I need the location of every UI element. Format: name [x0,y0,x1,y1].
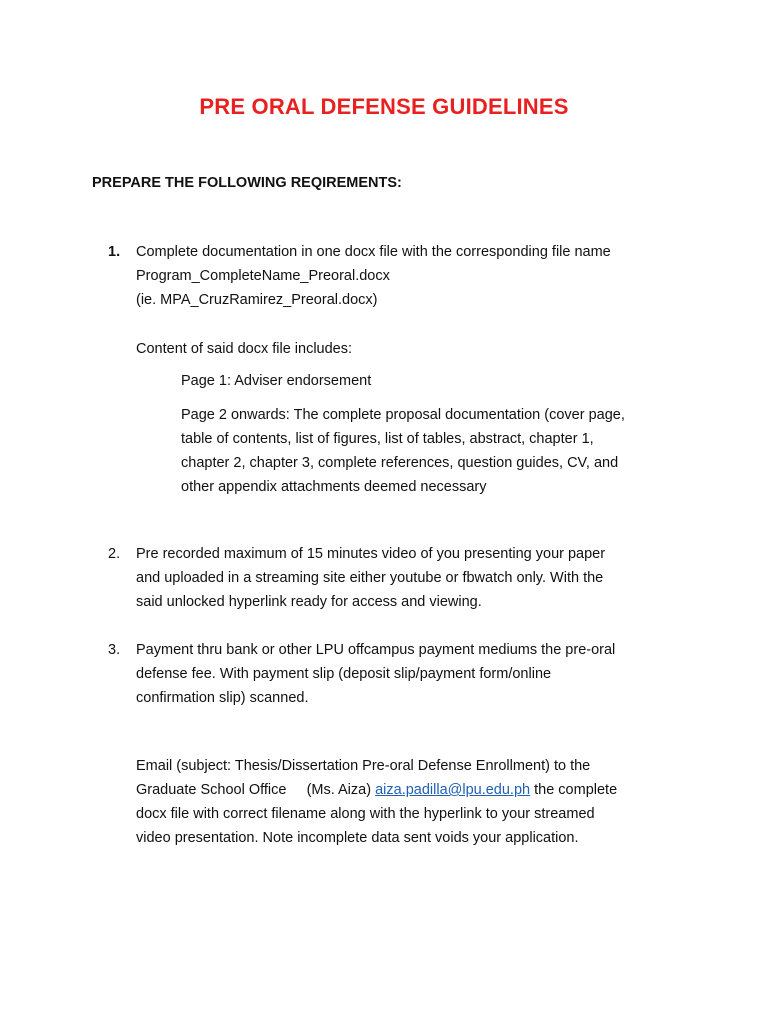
email-link[interactable]: aiza.padilla@lpu.edu.ph [375,782,531,798]
email-line-text: the complete [530,782,618,798]
item-text-line: confirmation slip) scanned. [136,690,309,706]
page2-line: table of contents, list of figures, list of tables, abstract, chapter 1, [181,431,594,447]
email-line: docx file with correct filename along with the hyperlink to your streamed [136,806,595,822]
email-line-text: Graduate School Office (Ms. Aiza) [136,782,376,798]
email-instructions [136,754,696,850]
item-text-line: and uploaded in a streaming site either youtube or fbwatch only. With the [136,570,604,586]
requirement-item-2 [108,542,688,614]
item-text-line: Pre recorded maximum of 15 minutes video of you presenting your paper [136,546,606,562]
page2-line: Page 2 onwards: The complete proposal documentation (cover page, [181,407,625,423]
requirement-item-1 [108,240,688,312]
requirements-heading: PREPARE THE FOLLOWING REQIREMENTS: [92,175,402,191]
page2-line: other appendix attachments deemed necessary [181,479,487,495]
item-text-line: said unlocked hyperlink ready for access and viewing. [136,594,482,610]
item-number: 3. [108,642,121,658]
page-title: PRE ORAL DEFENSE GUIDELINES [199,94,569,119]
item-number: 1. [108,244,121,260]
page2-line: chapter 2, chapter 3, complete references, question guides, CV, and [181,455,619,471]
item-number: 2. [108,546,121,562]
content-intro: Content of said docx file includes: [136,341,353,357]
item-text-line: Payment thru bank or other LPU offcampus payment mediums the pre-oral [136,642,616,658]
email-line [136,778,696,802]
item-text-line: Program_CompleteName_Preoral.docx [136,268,390,284]
page2-description [181,403,681,499]
item-text-line: (ie. MPA_CruzRamirez_Preoral.docx) [136,292,378,308]
email-line: Email (subject: Thesis/Dissertation Pre-oral Defense Enrollment) to the [136,758,591,774]
item-text-line: Complete documentation in one docx file with the corresponding file name [136,244,611,260]
email-line: video presentation. Note incomplete data sent voids your application. [136,830,579,846]
page1-description: Page 1: Adviser endorsement [181,373,372,389]
requirement-item-3 [108,638,688,710]
item-text-line: defense fee. With payment slip (deposit slip/payment form/online [136,666,552,682]
